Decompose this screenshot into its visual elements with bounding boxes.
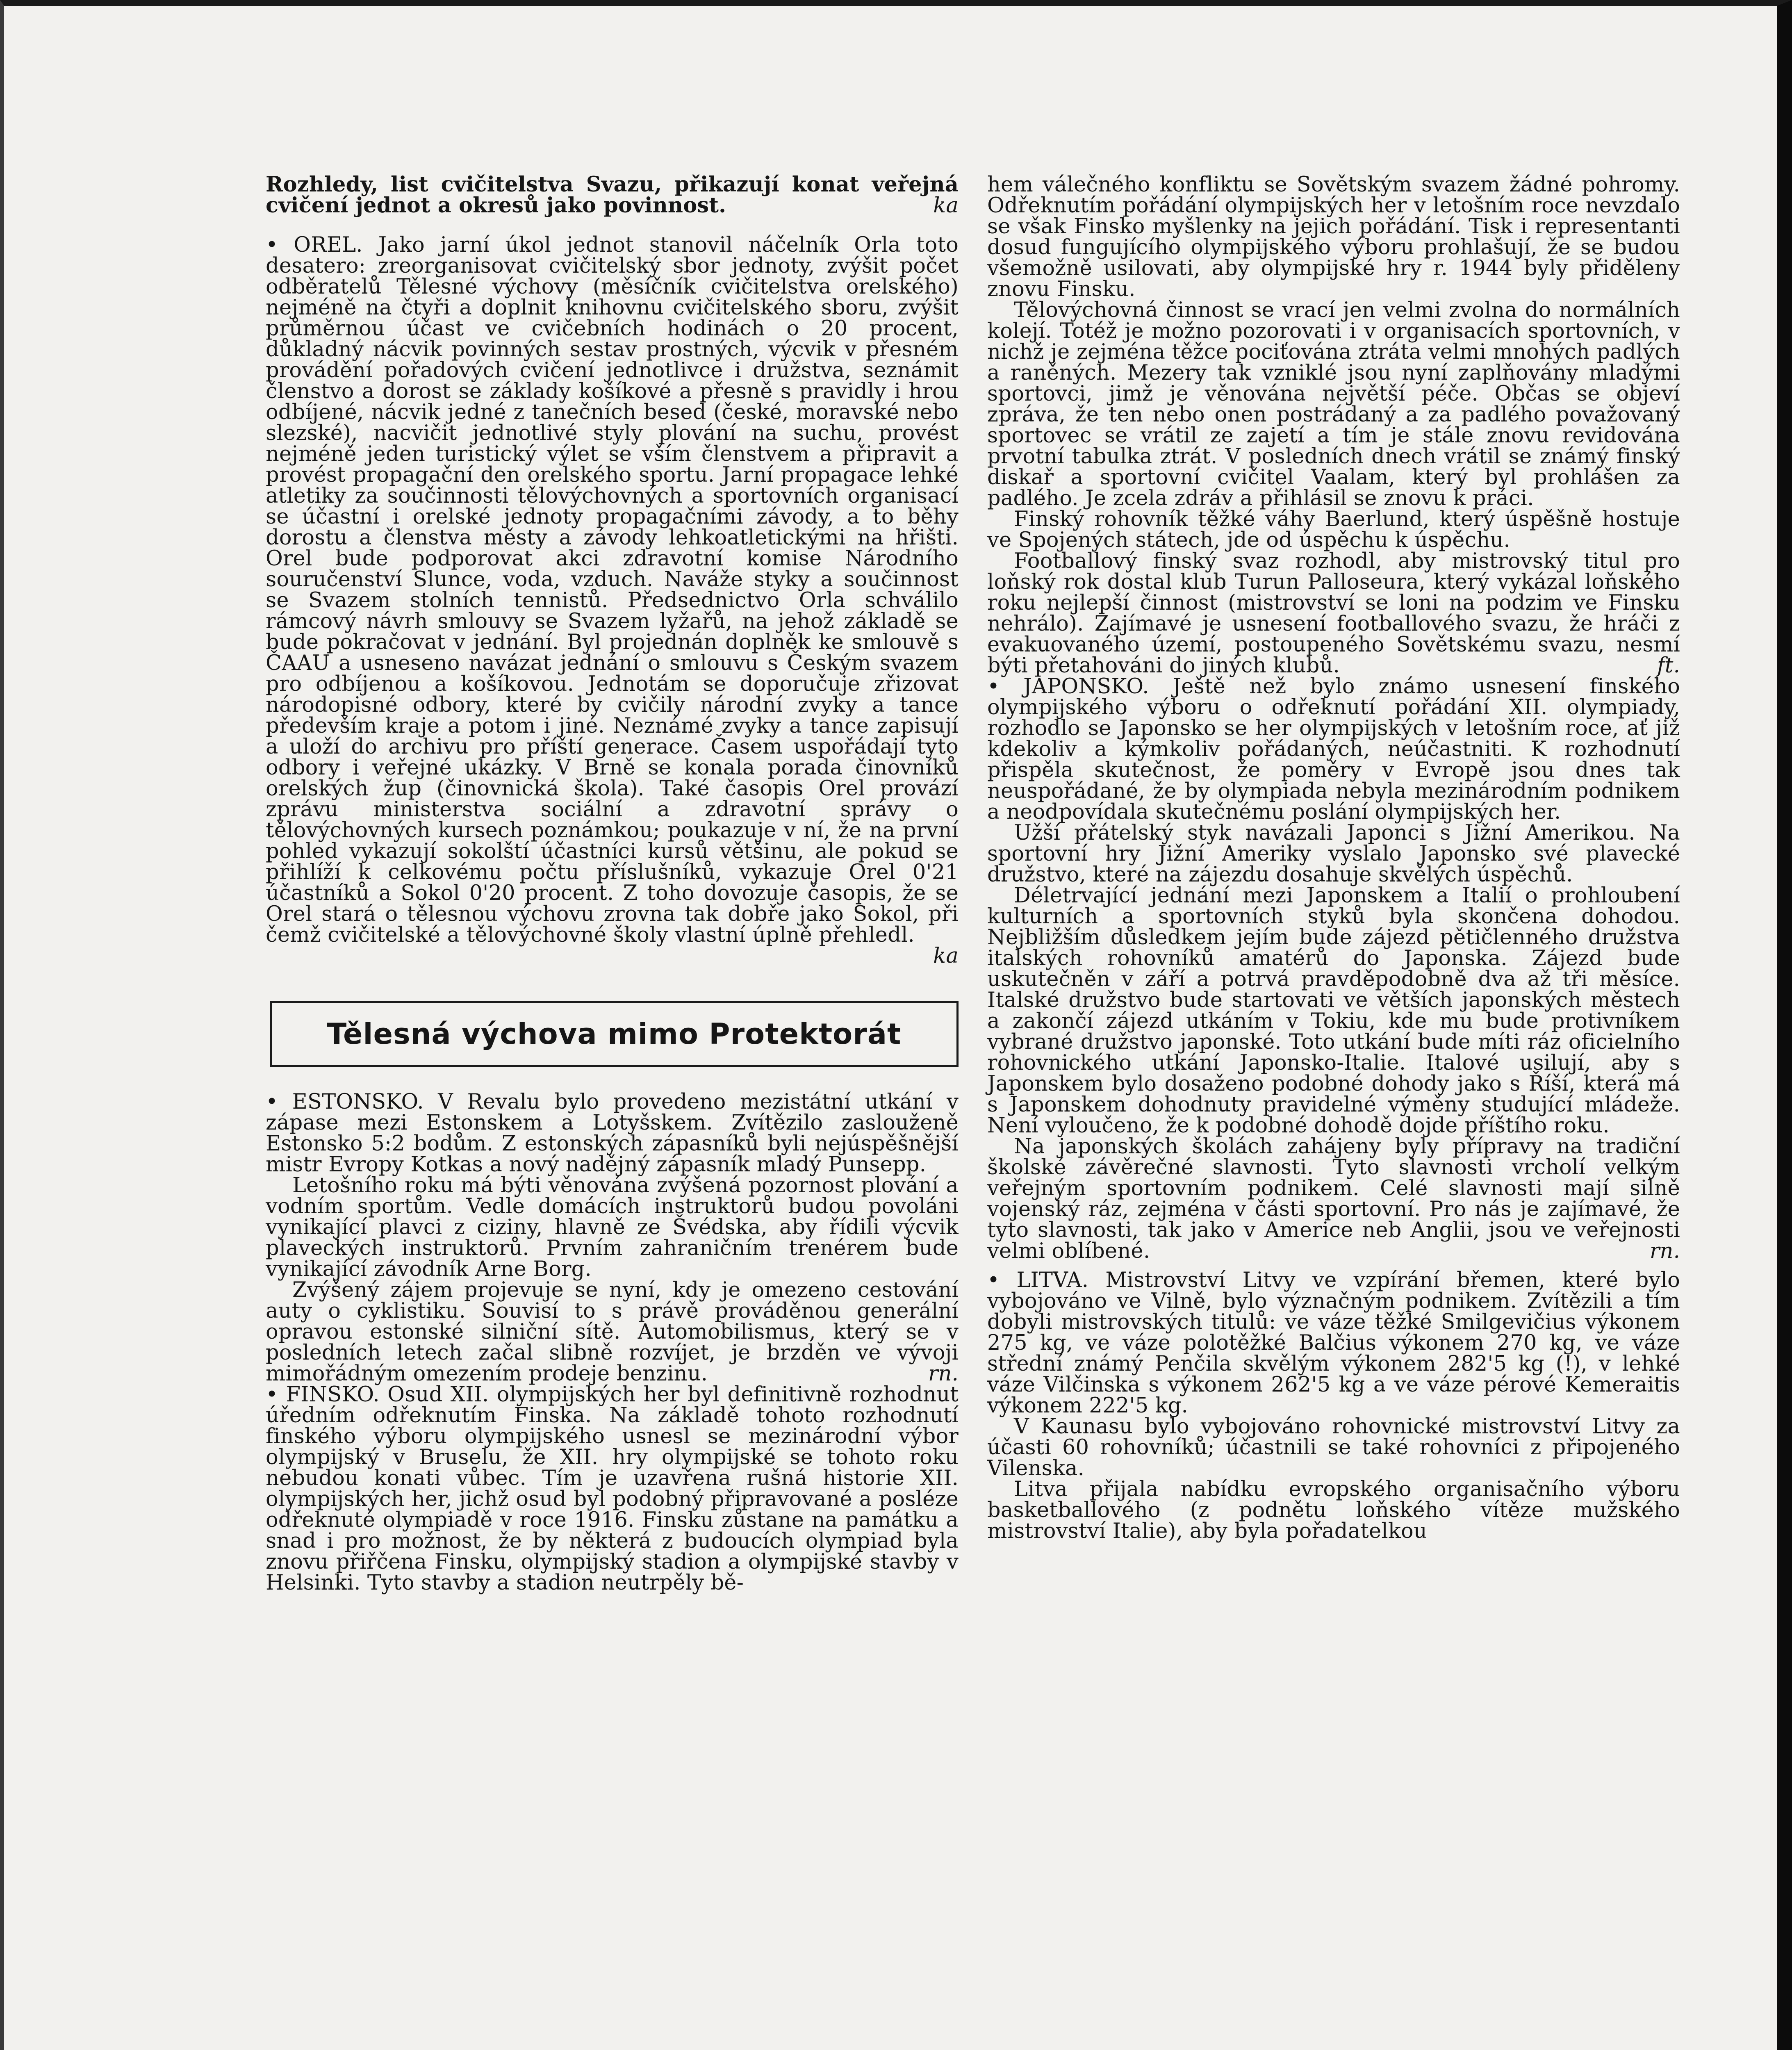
estonsko-paragraph (266, 1091, 959, 1175)
finsko-text-4: Footballový finský svaz rozhodl, aby mistrovský titul pro loňský rok dostal klub Turun Palloseura, který vykázal loňského roku nejlepší činnost (mistrovství se loni na podzim ve Finsku nehrálo). Zajímavé je usnesení footballového svazu, že hráči z evakuovaného území, postoupeného Sovětskému svazu, nesmí býti přetahováni do jiných klubů. (987, 549, 1680, 678)
rozhledy-text: Rozhledy, list cvičitelstva Svazu, přikazují konat veřejná cvičení jednot a okresů jako povinnost. (266, 172, 959, 218)
finsko-paragraph-3: Finský rohovník těžké váhy Baerlund, který úspěšně hostuje ve Spojených státech, jde od úspěchu k úspěchu. (987, 507, 1680, 552)
japonsko-paragraph-2: Užší přátelský styk navázali Japonci s Jižní Amerikou. Na sportovní hry Jižní Ameriky vyslalo Japonsko své plavecké družstvo, které na zájezdu dosahuje skvělých úspěchů. (987, 821, 1680, 887)
estonsko-paragraph-2: Letošního roku má býti věnována zvýšená pozornost plování a vodním sportům. Vedle domácích instruktorů budou povoláni vynikající plavci z ciziny, hlavně ze Švédska, aby řídili výcvik plaveckých instruktorů. Prvním zahraničním trenérem bude vynikající závodník Arne Borg. (266, 1173, 959, 1281)
section-title: Tělesná výchova mimo Protektorát (327, 1017, 902, 1051)
litva-lead: LITVA. (1016, 1268, 1089, 1292)
finsko-paragraph-4 (987, 551, 1680, 676)
finsko-paragraph (266, 1384, 959, 1593)
estonsko-paragraph-3 (266, 1280, 959, 1384)
litva-paragraph-2: V Kaunasu bylo vybojováno rohovnické mistrovství Litvy za účasti 60 rohovníků; účastnili se také rohovníci z připojeného Vilenska. (987, 1414, 1680, 1481)
japonsko-paragraph (987, 676, 1680, 822)
japonsko-paragraph-3: Déletrvající jednání mezi Japonskem a Italií o prohloubení kulturních a sportovních styků byla skončena dohodou. Nejbližším důsledkem jejím bude zájezd pětičlenného družstva italských rohovníků amatérů do Japonska. Zájezd bude uskutečněn v září a potrvá pravděpodobně dva až tři měsíce. Italské družstvo bude startovati ve větších japonských městech a zakončí zájezd utkáním v Tokiu, kde mu bude protivníkem vybrané družstvo japonské. Toto utkání bude míti ráz oficielního rohovnického utkání Japonsko-Italie. Italové usilují, aby s Japonskem bylo dosaženo podobné dohody jako s Říší, která má s Japonskem dohodnuty pravidelné výměny studující mládeže. Není vyloučeno, že k podobné dohodě dojde příštího roku. (987, 884, 1680, 1138)
left-column (266, 174, 959, 1593)
finsko-lead: FINSKO. (286, 1383, 380, 1407)
japonsko-signature: rn. (1649, 1239, 1680, 1263)
japonsko-paragraph-4 (987, 1136, 1680, 1262)
orel-paragraph (266, 235, 959, 945)
finsko-signature: ft. (1657, 654, 1680, 678)
rozhledy-paragraph (266, 174, 959, 216)
right-column (987, 174, 1680, 1542)
estonsko-signature: rn. (928, 1362, 959, 1386)
litva-paragraph (987, 1270, 1680, 1416)
finsko-text: Osud XII. olympijských her byl definitivně rozhodnut úředním odřeknutím Finska. Na základě tohoto rozhodnutí finského výboru olympijského usnesl se mezinárodní výbor olympijský v Bruselu, že XII. hry olympijské se tohoto roku nebudou konati vůbec. Tím je uzavřena rušná historie XII. olympijských her, jichž osud byl podobný připravované a posléze odřeknuté olympiadě v roce 1916. Finsku zůstane na památku a snad i pro možnost, že by některá z budoucích olympiad byla znovu přiřčena Finsku, olympijský stadion a olympijské stavby v Helsinki. Tyto stavby a stadion neutrpěly bě- (266, 1383, 959, 1595)
estonsko-text: V Revalu bylo provedeno mezistátní utkání v zápase mezi Estonskem a Lotyšskem. Zvítězilo zaslouženě Estonsko 5:2 bodům. Z estonských zápasníků byli nejúspěšnější mistr Evropy Kotkas a nový nadějný zápasník mladý Punsepp. (266, 1090, 959, 1177)
estonsko-text-3: Zvýšený zájem projevuje se nyní, kdy je omezeno cestování auty o cyklistiku. Souvisí to s právě prováděnou generální opravou estonské silniční sítě. Automobilismus, který se v posledních letech začal slibně rozvíjet, je brzděn ve vývoji mimořádným omezením prodeje benzinu. (266, 1278, 959, 1386)
finsko-continued: hem válečného konfliktu se Sovětským svazem žádné pohromy. Odřeknutím pořádání olympijských her v letošním roce nevzdalo se však Finsko myšlenky na jejich pořádání. Tisk i representanti dosud fungujícího olympijského výboru prohlašují, že se budou všemožně usilovati, aby olympijské hry r. 1944 byly přiděleny znovu Finsku. (987, 173, 1680, 301)
orel-lead: OREL. (294, 233, 363, 257)
rozhledy-signature: ka (933, 194, 959, 218)
orel-text: Jako jarní úkol jednot stanovil náčelník Orla toto desatero: zreorganisovat cvičitelský sbor jednoty, zvýšit počet odběratelů Tělesné výchovy (měsíčník cvičitelstva orelského) nejméně na čtyři a doplnit knihovnu cvičitelského sboru, zvýšit průměrnou účast ve cvičebních hodinách o 20 procent, důkladný nácvik povinných sestav prostných, výcvik v přesném provádění pořadových cvičení jednotlivce i družstva, seznámit členstvo a dorost se základy košíkové a přesně s pravidly i hrou odbíjené, nácvik jedné z tanečních besed (české, moravské nebo slezské), nacvičit jednotlivé styly plování na suchu, provést nejméně jeden turistický výlet se vším členstvem a připravit a provést propagační den orelského sportu. Jarní propagace lehké atletiky za součinnosti tělovýchovných a sportovních organisací se účastní i orelské jednoty propagačními závody, a to běhy dorostu a členstva městy a závody lehkoatletickými na hřišti. Orel bude podporovat akci zdravotní komise Národního souručenství Slunce, voda, vzduch. Naváže styky a součinnost se Svazem stolních tennistů. Předsednictvo Orla schválilo rámcový návrh smlouvy se Svazem lyžařů, na jehož základě se bude pokračovat v jednání. Byl projednán doplněk ke smlouvě s ČAAU a usneseno navázat jednání o smlouvu s Českým svazem pro odbíjenou a košíkovou. Jednotám se doporučuje zřizovat národopisné odbory, které by cvičily národní zvyky a tance především kraje a potom i jiné. Neznámé zvyky a tance zapisují a uloží do archivu pro příští generace. Časem uspořádají tyto odbory i veřejné ukázky. V Brně se konala porada činovníků orelských žup (činovnická škola). Také časopis Orel provází zprávu ministerstva sociální a zdravotní správy o tělovýchovných kursech poznámkou; poukazuje v ní, že na první pohled vykazují sokolští účastníci kursů většinu, ale pokud se přihlíží k celkovému počtu příslušníků, vykazuje Orel 0'21 účastníků a Sokol 0'20 procent. Z toho dovozuje časopis, že se Orel stará o tělesnou výchovu zrovna tak dobře jako Sokol, při čemž cvičitelské a tělovýchovné školy vlastní úplně přehledl. (266, 233, 959, 947)
orel-signature: ka (933, 944, 959, 968)
section-title-box (270, 1001, 959, 1067)
litva-text: Mistrovství Litvy ve vzpírání břemen, které bylo vybojováno ve Vilně, bylo význačným podnikem. Zvítězili a tím dobyli mistrovských titulů: ve váze těžké Smilgevičius výkonem 275 kg, ve váze polotěžké Balčius výkonem 270 kg, ve váze střední známý Penčila skvělým výkonem 282'5 kg (!), v lehké váze Vilčinska s výkonem 262'5 kg a ve váze pérové Kemeraitis výkonem 222'5 kg. (987, 1268, 1680, 1418)
japonsko-text-4: Na japonských školách zahájeny byly přípravy na tradiční školské závěrečné slavnosti. Tyto slavnosti vrcholí velkým veřejným sportovním podnikem. Celé slavnosti mají silně vojenský ráz, zejména v části sportovní. Pro nás je zajímavé, že tyto slavnosti, tak jako v Americe neb Anglii, jsou ve veřejnosti velmi oblíbené. (987, 1134, 1680, 1263)
finsko-paragraph-2: Tělovýchovná činnost se vrací jen velmi zvolna do normálních kolejí. Totéž je možno pozorovati i v organisacích sportovních, v nichž je zejména těžce pociťována ztráta velmi mnohých padlých a raněných. Mezery tak vzniklé jsou nyní zaplňovány mladými sportovci, jimž je věnována největší péče. Občas se objeví zpráva, že ten nebo onen postrádaný a za padlého považovaný sportovec se vrátil ze zajetí a tím je stále znovu revidována prvotní tabulka ztrát. V posledních dnech vrátil se známý finský diskař a sportovní cvičitel Vaalam, který byl prohlášen za padlého. Je zcela zdráv a přihlásil se znovu k práci. (987, 298, 1680, 510)
estonsko-lead: ESTONSKO. (292, 1090, 424, 1114)
japonsko-lead: JAPONSKO. (1023, 674, 1149, 699)
litva-paragraph-3: Litva přijala nabídku evropského organisačního výboru basketballového (z podnětu loňského vítěze mužského mistrovství Italie), aby byla pořadatelkou (987, 1477, 1680, 1543)
japonsko-text: Ještě než bylo známo usnesení finského olympijského výboru o odřeknutí pořádání XII. olympiady, rozhodlo se Japonsko se her olympijských v letošním roce, ať již kdekoliv a kýmkoliv pořádaných, neúčastniti. K rozhodnutí přispěla skutečnost, že poměry v Evropě jsou dnes tak neuspořádané, že by olympiada nebyla mezinárodním podnikem a neodpovídala skutečnému poslání olympijských her. (987, 674, 1680, 824)
